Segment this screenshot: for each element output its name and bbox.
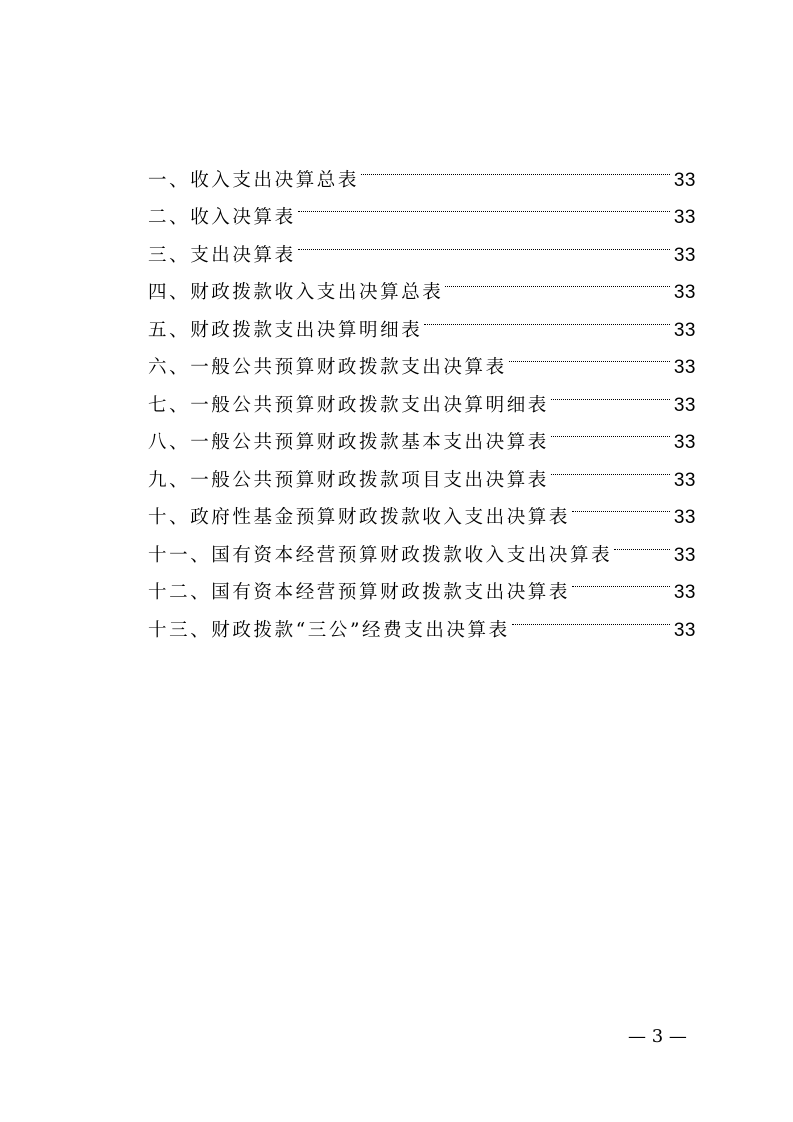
toc-entry-page: 33 <box>673 282 696 303</box>
toc-dot-leader <box>424 298 670 336</box>
toc-entry-title: 六、一般公共预算财政拨款支出决算表 <box>148 357 507 378</box>
toc-entry-page: 33 <box>673 469 696 491</box>
toc-entry-title: 八、一般公共预算财政拨款基本支出决算表 <box>148 432 549 453</box>
toc-entry-page: 33 <box>673 357 696 378</box>
toc-entry-page: 33 <box>673 207 696 228</box>
toc-entry-title: 十三、财政拨款“三公”经费支出决算表 <box>148 619 510 641</box>
toc-dot-leader <box>361 148 670 186</box>
toc-entry-title: 四、财政拨款收入支出决算总表 <box>148 282 444 303</box>
table-of-contents <box>148 148 696 641</box>
toc-entry-title: 七、一般公共预算财政拨款支出决算明细表 <box>148 394 549 416</box>
toc-entry-title: 十一、国有资本经营预算财政拨款收入支出决算表 <box>148 544 613 566</box>
toc-entry-title: 二、收入决算表 <box>148 207 296 228</box>
toc-entry-title: 十、政府性基金预算财政拨款收入支出决算表 <box>148 507 571 528</box>
toc-entry-page: 33 <box>673 619 696 641</box>
toc-dot-leader <box>509 336 670 374</box>
toc-dot-leader <box>298 223 670 261</box>
toc-entry-page: 33 <box>673 244 696 266</box>
toc-dot-leader <box>572 561 670 599</box>
toc-entry-page: 33 <box>673 319 696 341</box>
toc-entry-title: 一、收入支出决算总表 <box>148 169 360 191</box>
toc-entry-title: 三、支出决算表 <box>148 244 296 266</box>
toc-entry-page: 33 <box>673 544 696 566</box>
toc-entry-page: 33 <box>673 432 696 453</box>
toc-dot-leader <box>551 373 670 411</box>
toc-entry-page: 33 <box>673 582 696 603</box>
toc-entry-title: 五、财政拨款支出决算明细表 <box>148 319 423 341</box>
toc-dot-leader <box>445 261 669 299</box>
toc-entry[interactable] <box>148 148 696 191</box>
toc-dot-leader <box>551 448 670 486</box>
toc-entry-title: 九、一般公共预算财政拨款项目支出决算表 <box>148 469 549 491</box>
toc-entry-page: 33 <box>673 394 696 416</box>
toc-dot-leader <box>551 411 670 449</box>
toc-entry-title: 十二、国有资本经营预算财政拨款支出决算表 <box>148 582 571 603</box>
toc-dot-leader <box>572 486 670 524</box>
page-number-footer: — 3 — <box>628 1026 687 1047</box>
toc-entry-page: 33 <box>673 169 696 191</box>
toc-dot-leader <box>614 523 670 561</box>
toc-dot-leader <box>298 186 670 224</box>
toc-dot-leader <box>512 598 670 636</box>
toc-entry-page: 33 <box>673 507 696 528</box>
